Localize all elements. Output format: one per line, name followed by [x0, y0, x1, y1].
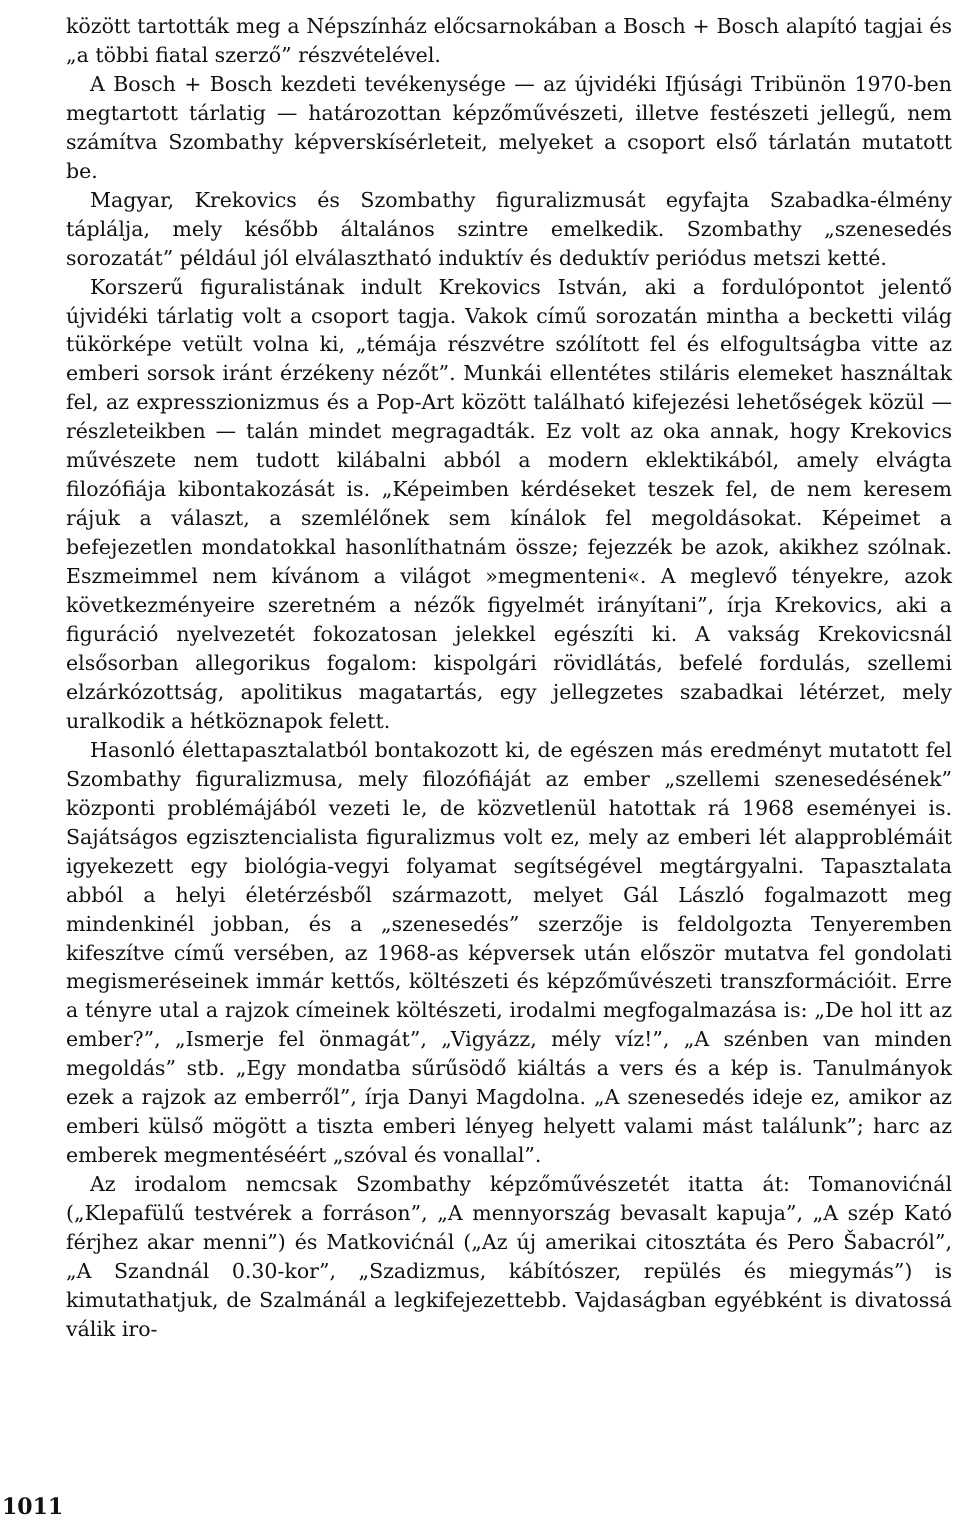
paragraph-5: Hasonló élettapasztalatból bontakozott ki, de egészen más eredményt mutatott fel Szombathy figuralizmusa, mely filozófiáját az ember „szellemi szenesedésének” központi problémájából vezeti le, de közvetlenül hatottak rá 1968 eseményei is. Sajátságos egzisztencialista figuralizmus volt ez, mely az emberi lét alapproblémáit igyekezett egy biológia-vegyi folyamat segítségével megtárgyalni. Tapasztalata abból a helyi életérzésből származott, melyet Gál László fogalmazott meg mindenkinél jobban, és a „szenesedés” szerzője is feldolgozta Tenyeremben kifeszítve című versében, az 1968-as képversek után először mutatva fel gondolati megismeréseinek immár kettős, költészeti és képzőművészeti transzformációit. Erre a tényre utal a rajzok címeinek költészeti, irodalmi megfogalmazása is: „De hol itt az ember?”, „Ismerje fel önmagát”, „Vigyázz, mély víz!”, „A szénben van minden megoldás” stb. „Egy mondatba sűrűsödő kiáltás a vers és a kép is. Tanulmányok ezek a rajzok az emberről”, írja Danyi Magdolna. „A szenesedés ideje ez, amikor az emberi külső mögött a tiszta emberi lényeg helyett valami mást találunk”; harc az emberek megmentéséért „szóval és vonallal”. — [66, 737, 952, 1168]
paragraph-2: A Bosch + Bosch kezdeti tevékenysége — az újvidéki Ifjúsági Tribünön 1970-ben megtartott tárlatig — határozottan képzőművészeti, illetve festészeti jellegű, nem számítva Szombathy képverskísérleteit, melyeket a csoport első tárlatán mutatott be. — [66, 71, 952, 183]
body-text — [66, 12, 952, 1344]
paragraph-4: Korszerű figuralistának indult Krekovics István, aki a fordulópontot jelentő újvidéki tárlatig volt a csoport tagja. Vakok című sorozatán mintha a becketti világ tükörképe vetült volna ki, „témája részvétre szólított fel és elfogultságba vitte az emberi sorsok iránt érzékeny nézőt”. Munkái ellentétes stiláris elemeket használtak fel, az expresszionizmus és a Pop-Art között található kifejezési lehetőségek közül — részleteikben — talán mindet megragadták. Ez volt az oka annak, hogy Krekovics művészete nem tudott kilábalni abból a modern eklektikából, amely elvágta filozófiája kibontakozását is. „Képeimben kérdéseket teszek fel, de nem keresem rájuk a választ, a szemlélőnek sem kínálok fel megoldásokat. Képeimet a befejezetlen mondatokkal hasonlíthatnám össze; fejezzék be azok, akikhez szólnak. Eszmeimmel nem kívánom a világot »megmenteni«. A meglevő tényekre, azok következményeire szeretném a nézők figyelmét irányítani”, írja Krekovics, aki a figuráció nyelvezetét fokozatosan jelekkel egészíti ki. A vakság Krekovicsnál elsősorban allegorikus fogalom: kispolgári rövidlátás, befelé fordulás, szellemi elzárkózottság, apolitikus magatartás, egy jellegzetes szabadkai létérzet, mely uralkodik a hétköznapok felett. — [66, 274, 952, 733]
paragraph-6: Az irodalom nemcsak Szombathy képzőművészetét itatta át: Tomanovićnál („Klepafülű testvérek a forráson”, „A mennyország bevasalt kapuja”, „A szép Kató férjhez akar menni”) és Matkovićnál („Az új amerikai citosztáta és Pero Šabacról”, „A Szandnál 0.30-kor”, „Szadizmus, kábítószer, repülés és miegymás”) is kimutathatjuk, de Szalmánál a legkifejezettebb. Vajdaságban egyébként is divatossá válik iro- — [66, 1172, 952, 1341]
paragraph-1: között tartották meg a Népszínház előcsarnokában a Bosch + Bosch alapító tagjai és „a többi fiatal szerző” részvételével. — [66, 14, 952, 67]
page-number: 1011 — [2, 1494, 64, 1520]
paragraph-3: Magyar, Krekovics és Szombathy figuralizmusát egyfajta Szabadka-élmény táplálja, mely később általános szintre emelkedik. Szombathy „szenesedés sorozatát” például jól elválasztható induktív és deduktív periódus metszi ketté. — [66, 187, 952, 270]
